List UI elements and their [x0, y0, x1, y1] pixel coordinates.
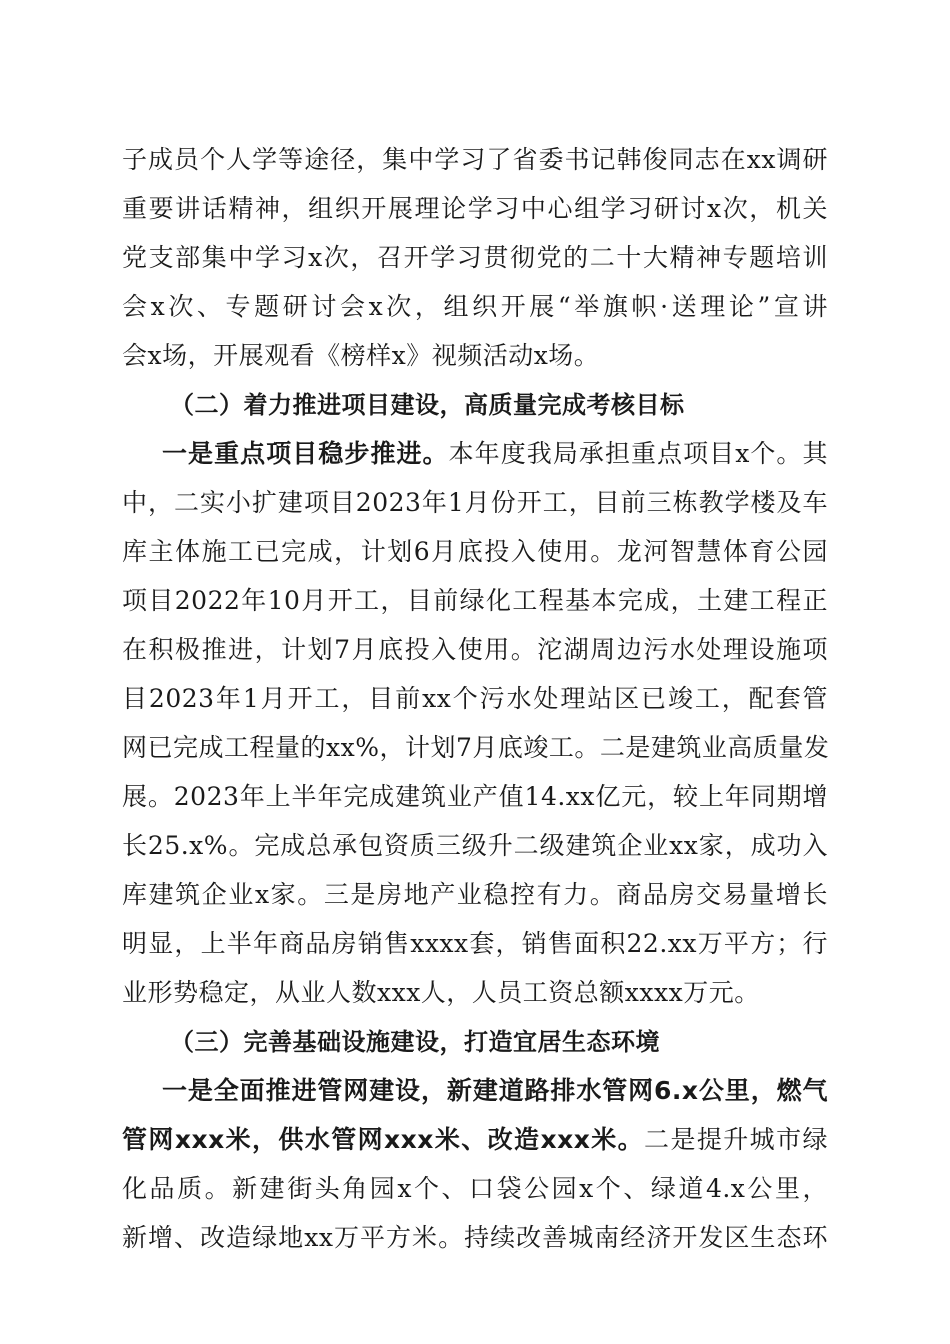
text-line: 中，二实小扩建项目2023年1月份开工，目前三栋教学楼及车: [122, 488, 828, 517]
text-fragment: 二是提升城市绿: [644, 1125, 828, 1154]
text-line: 重要讲话精神，组织开展理论学习中心组学习研讨x次，机关: [122, 194, 828, 223]
text-line: 子成员个人学等途径，集中学习了省委书记韩俊同志在xx调研: [122, 145, 828, 174]
text-line: 长25.x%。完成总承包资质三级升二级建筑企业xx家，成功入: [122, 831, 828, 860]
text-line: 业形势稳定，从业人数xxx人，人员工资总额xxxx万元。: [122, 978, 760, 1007]
text-line: 会x场，开展观看《榜样x》视频活动x场。: [122, 341, 600, 370]
text-line: 展。2023年上半年完成建筑业产值14.xx亿元，较上年同期增: [122, 782, 828, 811]
text-line: 化品质。新建街头角园x个、口袋公园x个、绿道4.x公里，: [122, 1174, 828, 1203]
text-line: 网已完成工程量的xx%，计划7月底竣工。二是建筑业高质量发: [122, 733, 830, 762]
text-line: 库主体施工已完成，计划6月底投入使用。龙河智慧体育公园: [122, 537, 828, 566]
text-line: 明显，上半年商品房销售xxxx套，销售面积22.xx万平方；行: [122, 929, 828, 958]
text-line: 一是全面推进管网建设，新建道路排水管网6.x公里，燃气: [162, 1076, 828, 1105]
text-fragment: 本年度我局承担重点项目x个。其: [448, 439, 828, 468]
text-line: 库建筑企业x家。三是房地产业稳控有力。商品房交易量增长: [122, 880, 828, 909]
section-heading: （三）完善基础设施建设，打造宜居生态环境: [170, 1028, 660, 1056]
text-line: 项目2022年10月开工，目前绿化工程基本完成，土建工程正: [122, 586, 828, 615]
text-line: 目2023年1月开工，目前xx个污水处理站区已竣工，配套管: [122, 684, 828, 713]
text-line: 党支部集中学习x次，召开学习贯彻党的二十大精神专题培训: [122, 243, 828, 272]
text-line: 新增、改造绿地xx万平方米。持续改善城南经济开发区生态环: [122, 1223, 828, 1252]
lead-phrase: 管网xxx米，供水管网xxx米、改造xxx米。: [122, 1125, 645, 1154]
lead-phrase: 一是重点项目稳步推进。: [162, 439, 449, 468]
section-heading: （二）着力推进项目建设，高质量完成考核目标: [170, 391, 685, 419]
text-line: 会x次、专题研讨会x次，组织开展“举旗帜·送理论”宣讲: [122, 292, 828, 321]
text-line: 在积极推进，计划7月底投入使用。沱湖周边污水处理设施项: [122, 635, 828, 664]
text-line: [122, 1125, 828, 1155]
text-line: [162, 439, 828, 469]
